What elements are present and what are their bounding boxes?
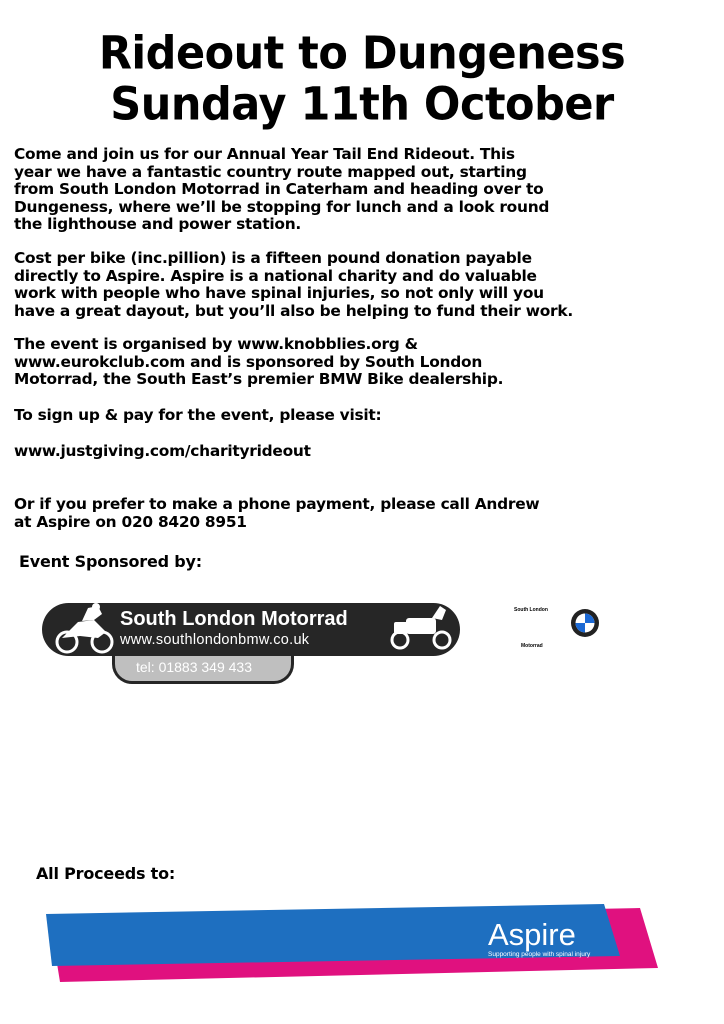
sponsor-tel: tel: 01883 349 433	[136, 659, 252, 675]
sponsor-url[interactable]: www.southlondonbmw.co.uk	[120, 632, 310, 648]
paragraph-line: Dungeness, where we’ll be stopping for lunch and a look round	[14, 197, 550, 216]
sponsor-small-sub: Motorrad	[521, 643, 543, 649]
event-date: Sunday 11th October	[110, 78, 614, 132]
sponsor-small-name: South London	[514, 607, 548, 613]
intro-paragraph	[14, 146, 720, 234]
sponsor-name: South London Motorrad	[120, 608, 348, 630]
paragraph-line: year we have a fantastic country route mapped out, starting	[14, 162, 527, 181]
paragraph-line: directly to Aspire. Aspire is a national charity and do valuable	[14, 266, 537, 285]
proceeds-heading: All Proceeds to:	[36, 864, 176, 883]
signup-line: To sign up & pay for the event, please visit:	[14, 406, 382, 424]
sponsor-heading: Event Sponsored by:	[19, 552, 202, 571]
paragraph-line: Motorrad, the South East’s premier BMW Bike dealership.	[14, 370, 504, 388]
organiser-paragraph	[14, 336, 720, 389]
aspire-banner	[0, 900, 724, 1010]
phone-paragraph	[14, 496, 720, 531]
signup-text	[14, 407, 720, 425]
signup-url-link[interactable]: www.justgiving.com/charityrideout	[14, 442, 311, 460]
paragraph-line: Cost per bike (inc.pillion) is a fifteen pound donation payable	[14, 249, 532, 267]
paragraph-line: have a great dayout, but you’ll also be helping to fund their work.	[14, 301, 573, 320]
paragraph-line: www.eurokclub.com and is sponsored by South London	[14, 352, 483, 371]
paragraph-line: at Aspire on 020 8420 8951	[14, 512, 247, 531]
paragraph-line: The event is organised by www.knobblies.org &	[14, 335, 418, 353]
bmw-roundel-icon	[570, 608, 600, 638]
motorcycle-rider-icon	[54, 602, 116, 658]
signup-url[interactable]	[14, 443, 720, 461]
paragraph-line: the lighthouse and power station.	[14, 215, 302, 233]
cost-paragraph	[14, 250, 720, 320]
paragraph-line: Or if you prefer to make a phone payment, please call Andrew	[14, 495, 540, 513]
paragraph-line: from South London Motorrad in Caterham and heading over to	[14, 180, 544, 198]
touring-motorcycle-icon	[388, 604, 454, 652]
charity-tagline: Supporting people with spinal injury	[488, 951, 591, 958]
paragraph-line: work with people who have spinal injuries, so not only will you	[14, 284, 544, 302]
paragraph-line: Come and join us for our Annual Year Tail End Rideout. This	[14, 145, 515, 163]
page-title: Rideout to Dungeness	[98, 27, 626, 81]
charity-name: Aspire	[488, 917, 576, 952]
